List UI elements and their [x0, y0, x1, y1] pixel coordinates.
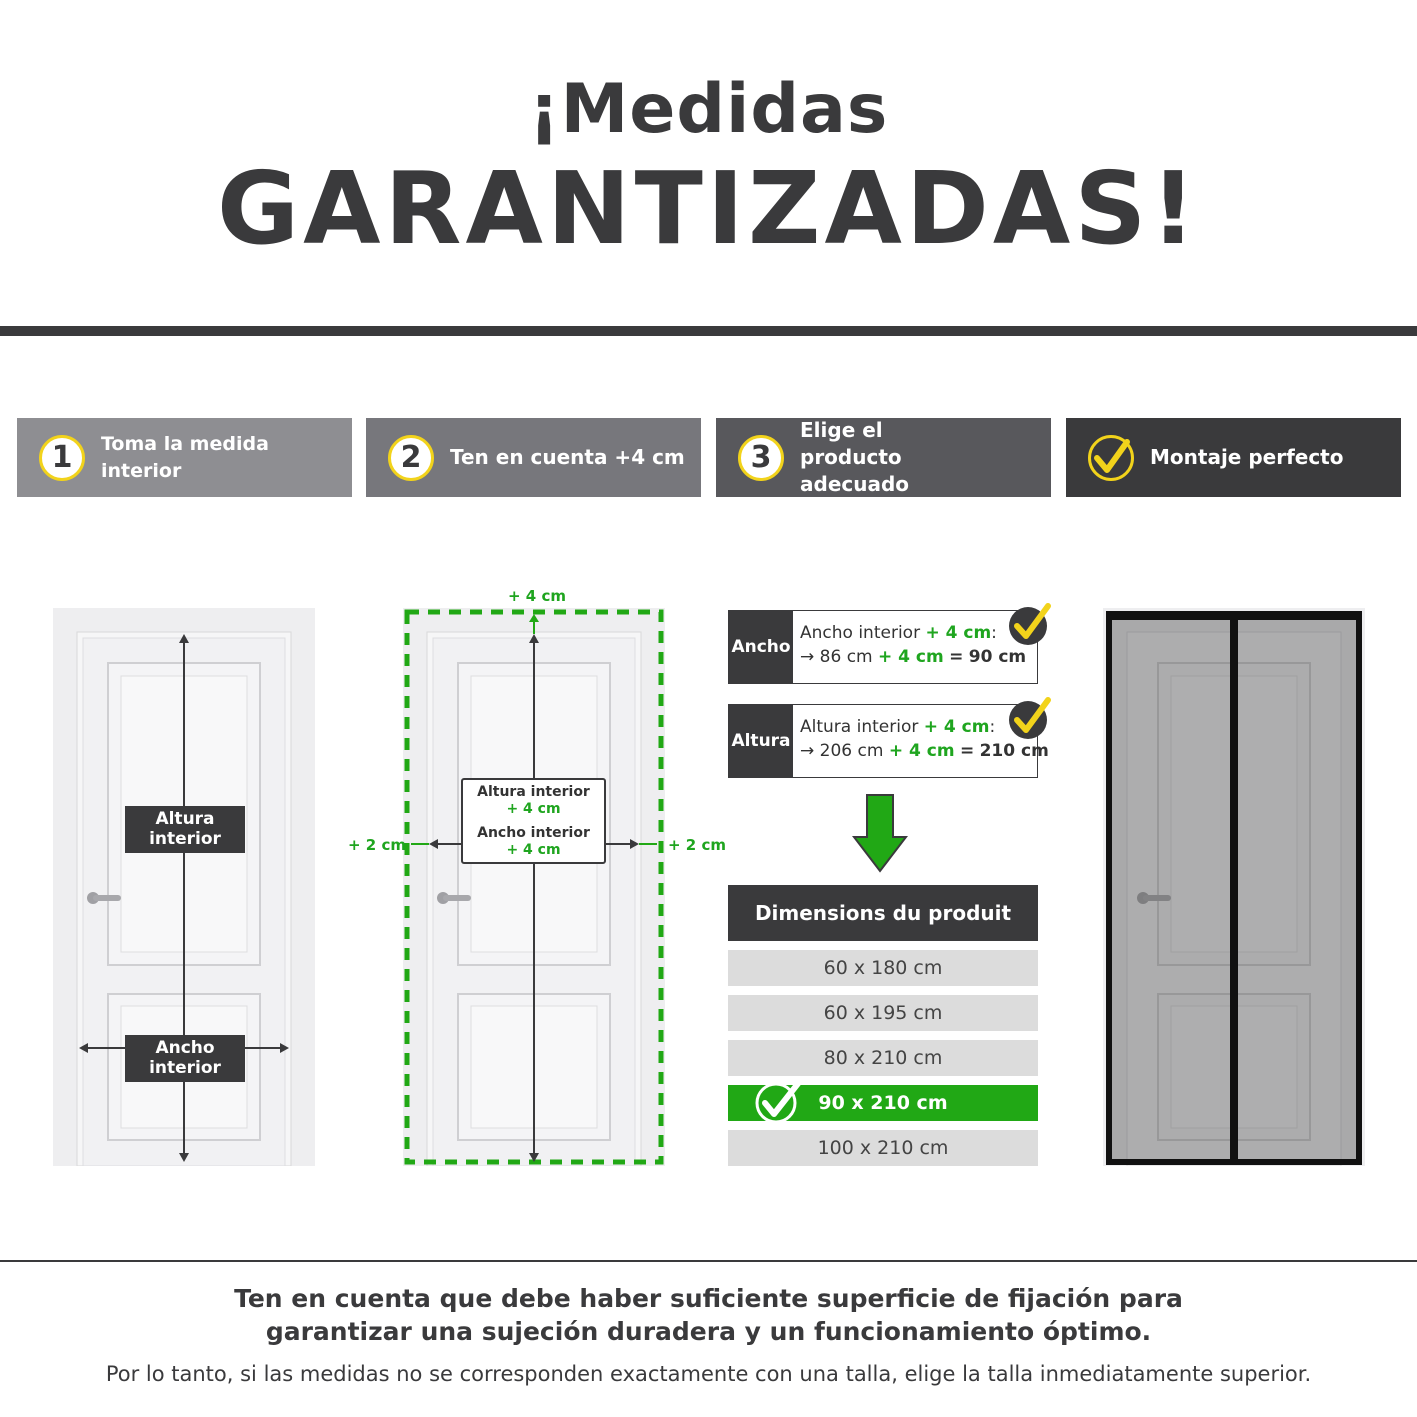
- step-3-number: 3: [738, 435, 784, 481]
- title-line-1: ¡Medidas: [528, 70, 889, 149]
- size-option: 100 x 210 cm: [728, 1130, 1038, 1166]
- step-4: [1066, 418, 1401, 497]
- height-label-box: Altura interior: [125, 806, 245, 853]
- step-3-label: Elige el producto adecuado: [800, 418, 910, 496]
- height-measure-card: [728, 704, 1049, 778]
- width-label-box: Ancho interior: [125, 1035, 245, 1082]
- size-option: 80 x 210 cm: [728, 1040, 1038, 1076]
- box-height-label: Altura interior: [477, 784, 590, 800]
- arrow-down-icon: [852, 793, 908, 873]
- bottom-divider: [0, 1260, 1417, 1262]
- arrow-icon: →: [800, 741, 815, 761]
- width-line1-pre: Ancho interior: [800, 623, 921, 643]
- plus-2cm-right-label: + 2 cm: [668, 836, 726, 854]
- width-measure-side: Ancho: [729, 611, 793, 683]
- arrow-icon: →: [800, 647, 815, 667]
- width-line1-post: :: [991, 623, 997, 643]
- height-line1-plus: + 4 cm: [923, 717, 990, 737]
- top-divider: [0, 326, 1417, 336]
- door-illustration-2: [403, 608, 665, 1166]
- height-line2-base: 206 cm: [819, 741, 884, 761]
- step-4-label: Montaje perfecto: [1150, 445, 1344, 469]
- dimensions-header: Dimensions du produit: [728, 885, 1038, 941]
- width-measure-card: [728, 610, 1038, 684]
- check-icon: [1008, 696, 1054, 740]
- height-line1-post: :: [989, 717, 996, 737]
- height-line2-plus: + 4 cm: [888, 741, 955, 761]
- box-height-plus: + 4 cm: [506, 801, 561, 817]
- box-width-label: Ancho interior: [477, 825, 590, 841]
- width-line1-plus: + 4 cm: [925, 623, 992, 643]
- height-line2-eq: =: [959, 741, 975, 761]
- size-advice-note: Por lo tanto, si las medidas no se corresponden exactamente con una talla, elige la talla inmediatamente superior.: [105, 1362, 1312, 1386]
- width-line2-plus: + 4 cm: [878, 647, 944, 667]
- plus-2cm-left-label: + 2 cm: [348, 836, 406, 854]
- step-1-number: 1: [39, 435, 85, 481]
- door-with-screen-illustration: [1103, 608, 1365, 1166]
- width-line2-base: 86 cm: [819, 647, 873, 667]
- title-line-2: GARANTIZADAS!: [217, 150, 1200, 267]
- height-line1-pre: Altura interior: [800, 717, 919, 737]
- step-2-label: Ten en cuenta +4 cm: [450, 445, 685, 469]
- step-2: [366, 418, 701, 497]
- width-line2-eq: =: [949, 647, 964, 667]
- fixation-note: Ten en cuenta que debe haber suficiente superficie de fijación para garantizar una sujeción duradera y un funcionamiento óptimo.: [234, 1284, 1183, 1346]
- plus-4cm-top-label: + 4 cm: [508, 587, 566, 605]
- step-3: [716, 418, 1051, 497]
- step-1: [17, 418, 352, 497]
- width-line2-result: 90 cm: [968, 647, 1027, 667]
- size-option: 60 x 195 cm: [728, 995, 1038, 1031]
- check-icon: [1088, 435, 1134, 481]
- box-width-plus: + 4 cm: [506, 842, 561, 858]
- measure-note-box: [461, 778, 606, 864]
- height-line2-result: 210 cm: [979, 741, 1049, 761]
- step-1-label: Toma la medida interior: [101, 432, 269, 482]
- size-option-selected: 90 x 210 cm: [728, 1085, 1038, 1121]
- check-icon: [1008, 602, 1054, 646]
- height-measure-side: Altura: [729, 705, 793, 777]
- door-illustration-1: [53, 608, 315, 1166]
- check-icon: [752, 1077, 804, 1125]
- size-option: 60 x 180 cm: [728, 950, 1038, 986]
- step-2-number: 2: [388, 435, 434, 481]
